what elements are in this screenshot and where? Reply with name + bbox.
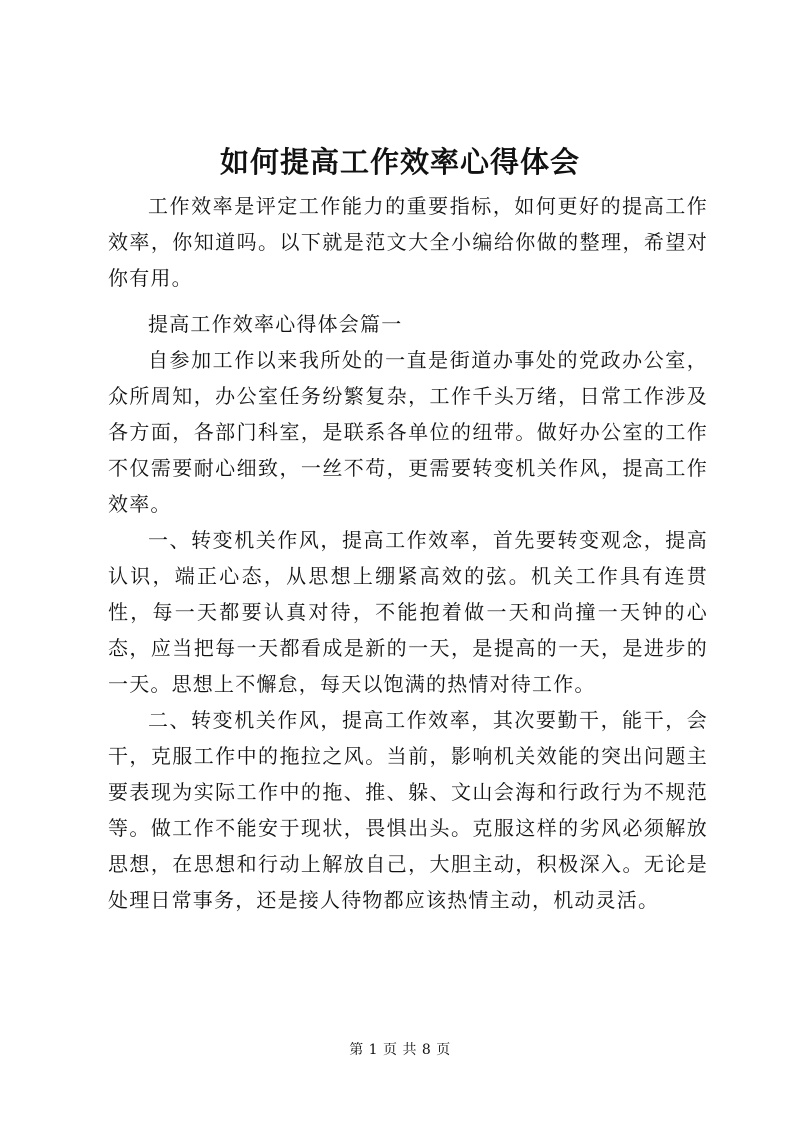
- page-number-footer: 第 1 页 共 8 页: [349, 1042, 451, 1058]
- section-heading: 提高工作效率心得体会篇一: [148, 312, 403, 336]
- document-body: [108, 188, 708, 918]
- body-paragraph: 自参加工作以来我所处的一直是街道办事处的党政办公室，众所周知，办公室任务纷繁复杂，工作千头万绪，日常工作涉及各方面，各部门科室，是联系各单位的纽带。做好办公室的工作不仅需要耐心细致，一丝不苟，更需要转变机关作风，提高工作效率。: [108, 348, 708, 516]
- intro-paragraph: 工作效率是评定工作能力的重要指标，如何更好的提高工作效率，你知道吗。以下就是范文大全小编给你做的整理，希望对你有用。: [108, 194, 708, 290]
- document-title: 如何提高工作效率心得体会: [219, 145, 580, 179]
- point-two-paragraph: 二、转变机关作风，提高工作效率，其次要勤干，能干，会干，克服工作中的拖拉之风。当前，影响机关效能的突出问题主要表现为实际工作中的拖、推、躲、文山会海和行政行为不规范等。做工作不能安于现状，畏惧出头。克服这样的劣风必须解放思想，在思想和行动上解放自己，大胆主动，积极深入。无论是处理日常事务，还是接人待物都应该热情主动，机动灵活。: [108, 708, 708, 912]
- point-one-paragraph: 一、转变机关作风，提高工作效率，首先要转变观念，提高认识，端正心态，从思想上绷紧高效的弦。机关工作具有连贯性，每一天都要认真对待，不能抱着做一天和尚撞一天钟的心态，应当把每一天都看成是新的一天，是提高的一天，是进步的一天。思想上不懈怠，每天以饱满的热情对待工作。: [108, 528, 708, 696]
